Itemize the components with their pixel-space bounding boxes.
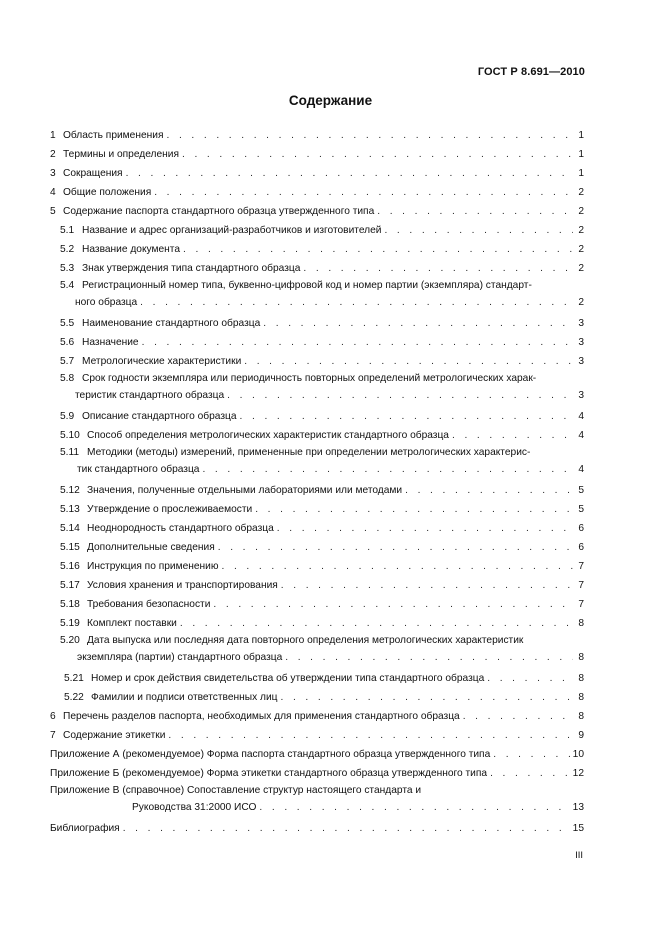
- toc-entry[interactable]: [50, 521, 584, 540]
- toc-entry-page: 4: [578, 464, 584, 475]
- toc-entry-number: 5.14: [60, 523, 80, 534]
- toc-entry-title: Термины и определения: [63, 149, 179, 160]
- toc-entry-title: Условия хранения и транспортирования: [87, 580, 278, 591]
- toc-entry[interactable]: [50, 185, 584, 204]
- toc-entry[interactable]: [50, 635, 584, 671]
- page-title: Содержание: [288, 93, 373, 108]
- toc-entry[interactable]: [50, 483, 584, 502]
- dot-leader: [285, 652, 573, 663]
- toc-entry[interactable]: [50, 354, 584, 373]
- toc-entry-title: Перечень разделов паспорта, необходимых для применения стандартного образца: [63, 711, 460, 722]
- toc-entry-number: 5.16: [60, 561, 80, 572]
- toc-entry-number: 5.7: [60, 356, 75, 367]
- toc-entry-number: 3: [50, 168, 56, 179]
- toc-entry-number: Приложение Б: [50, 768, 120, 779]
- dot-leader: [281, 580, 573, 591]
- toc-entry-page: 7: [578, 561, 584, 572]
- toc-entry-page: 2: [578, 206, 584, 217]
- table-of-contents: [50, 128, 584, 840]
- dot-leader: [180, 618, 573, 629]
- toc-entry-title-continued: тик стандартного образца: [77, 464, 200, 475]
- toc-entry-page: 8: [578, 673, 584, 684]
- toc-entry-number: 5.1: [60, 225, 75, 236]
- toc-entry[interactable]: [50, 223, 584, 242]
- dot-leader: [166, 130, 573, 141]
- toc-entry-number: 4: [50, 187, 56, 198]
- toc-entry-title: Содержание паспорта стандартного образца утвержденного типа: [63, 206, 375, 217]
- toc-entry-page: 3: [578, 390, 584, 401]
- toc-entry-number: 5.21: [64, 673, 84, 684]
- toc-entry-number: 5.11: [60, 447, 80, 458]
- document-code: ГОСТ Р 8.691—2010: [477, 66, 585, 78]
- toc-entry-number: 5.2: [60, 244, 75, 255]
- toc-entry[interactable]: [50, 261, 584, 280]
- toc-entry-page: 3: [578, 337, 584, 348]
- toc-entry-page: 4: [578, 430, 584, 441]
- toc-entry-title: (рекомендуемое) Форма паспорта стандартного образца утвержденного типа: [122, 749, 491, 760]
- toc-entry-title: Наименование стандартного образца: [82, 318, 261, 329]
- toc-entry-title: Утверждение о прослеживаемости: [87, 504, 253, 515]
- toc-entry-number: 5.20: [60, 635, 80, 646]
- toc-entry[interactable]: [50, 671, 584, 690]
- dot-leader: [255, 504, 573, 515]
- dot-leader: [303, 263, 573, 274]
- toc-entry[interactable]: [50, 373, 584, 409]
- toc-entry[interactable]: [50, 447, 584, 483]
- toc-entry[interactable]: [50, 502, 584, 521]
- toc-entry-number: 5.8: [60, 373, 75, 384]
- dot-leader: [384, 225, 573, 236]
- toc-entry-page: 2: [578, 297, 584, 308]
- toc-entry-page: 2: [578, 187, 584, 198]
- toc-entry-page: 7: [578, 580, 584, 591]
- dot-leader: [259, 802, 569, 813]
- toc-entry-page: 2: [578, 225, 584, 236]
- toc-entry-number: 6: [50, 711, 56, 722]
- toc-entry-title: Дополнительные сведения: [87, 542, 215, 553]
- toc-entry[interactable]: [50, 204, 584, 223]
- toc-entry-page: 10: [572, 749, 584, 760]
- dot-leader: [405, 485, 573, 496]
- dot-leader: [452, 430, 573, 441]
- toc-entry-title: Способ определения метрологических характеристик стандартного образца: [87, 430, 449, 441]
- toc-entry-title: Сокращения: [63, 168, 123, 179]
- toc-entry-title: Неоднородность стандартного образца: [87, 523, 274, 534]
- toc-entry-title: Метрологические характеристики: [82, 356, 242, 367]
- toc-entry-title: Номер и срок действия свидетельства об утверждении типа стандартного образца: [91, 673, 485, 684]
- toc-entry-page: 2: [578, 263, 584, 274]
- toc-entry-title: (рекомендуемое) Форма этикетки стандартного образца утвержденного типа: [122, 768, 488, 779]
- toc-entry[interactable]: [50, 428, 584, 447]
- toc-entry-title: Название документа: [82, 244, 181, 255]
- dot-leader: [154, 187, 573, 198]
- toc-entry[interactable]: [50, 147, 584, 166]
- toc-entry-number: 5.18: [60, 599, 80, 610]
- toc-entry-title: Область применения: [63, 130, 164, 141]
- dot-leader: [140, 297, 573, 308]
- toc-entry-title: Назначение: [82, 337, 139, 348]
- toc-entry-title: Методики (методы) измерений, примененные при определении метрологических характерис-: [87, 447, 531, 458]
- toc-entry-page: 1: [578, 149, 584, 160]
- toc-entry-page: 15: [572, 823, 584, 834]
- toc-entry-page: 13: [572, 802, 584, 813]
- dot-leader: [126, 168, 573, 179]
- toc-entry-page: 1: [578, 130, 584, 141]
- dot-leader: [263, 318, 573, 329]
- dot-leader: [463, 711, 573, 722]
- toc-entry[interactable]: [50, 166, 584, 185]
- toc-entry-page: 6: [578, 542, 584, 553]
- dot-leader: [213, 599, 573, 610]
- toc-entry[interactable]: [50, 728, 584, 747]
- toc-entry-number: 5.9: [60, 411, 75, 422]
- toc-entry-title: Знак утверждения типа стандартного образца: [82, 263, 301, 274]
- toc-entry-title: Название и адрес организаций-разработчиков и изготовителей: [82, 225, 382, 236]
- toc-entry-number: Приложение В: [50, 785, 120, 796]
- toc-entry-page: 5: [578, 485, 584, 496]
- toc-entry[interactable]: [50, 540, 584, 559]
- toc-entry-title: Библиография: [50, 823, 120, 834]
- toc-entry-title: (справочное) Сопоставление структур настоящего стандарта и: [122, 785, 422, 796]
- toc-entry-number: 5.3: [60, 263, 75, 274]
- toc-entry[interactable]: [50, 242, 584, 261]
- toc-entry-number: Приложение А: [50, 749, 120, 760]
- toc-entry[interactable]: [50, 559, 584, 578]
- toc-entry-title: Срок годности экземпляра или периодичность повторных определений метрологических харак-: [82, 373, 537, 384]
- toc-entry-title-continued: экземпляра (партии) стандартного образца: [77, 652, 283, 663]
- toc-entry-number: 5.4: [60, 280, 75, 291]
- toc-entry-title: Требования безопасности: [87, 599, 211, 610]
- dot-leader: [377, 206, 573, 217]
- toc-entry-number: 5.10: [60, 430, 80, 441]
- toc-entry[interactable]: [50, 280, 584, 316]
- toc-entry-title: Регистрационный номер типа, буквенно-цифровой код и номер партии (экземпляра) стандарт-: [82, 280, 532, 291]
- toc-entry-page: 8: [578, 652, 584, 663]
- toc-entry-page: 3: [578, 356, 584, 367]
- dot-leader: [277, 523, 573, 534]
- toc-entry[interactable]: [50, 128, 584, 147]
- toc-entry-number: 5.19: [60, 618, 80, 629]
- dot-leader: [244, 356, 573, 367]
- toc-entry-page: 8: [578, 692, 584, 703]
- toc-entry-number: 1: [50, 130, 56, 141]
- toc-entry-number: 5.5: [60, 318, 75, 329]
- dot-leader: [183, 244, 573, 255]
- dot-leader: [123, 823, 570, 834]
- dot-leader: [182, 149, 573, 160]
- toc-entry-number: 5: [50, 206, 56, 217]
- toc-entry-page: 2: [578, 244, 584, 255]
- toc-entry-number: 5.6: [60, 337, 75, 348]
- toc-entry-title: Фамилии и подписи ответственных лиц: [91, 692, 278, 703]
- toc-entry-page: 12: [572, 768, 584, 779]
- dot-leader: [490, 768, 570, 779]
- toc-entry-page: 7: [578, 599, 584, 610]
- dot-leader: [227, 390, 573, 401]
- dot-leader: [202, 464, 573, 475]
- toc-entry[interactable]: [50, 709, 584, 728]
- toc-entry-title: Инструкция по применению: [87, 561, 219, 572]
- toc-entry-page: 1: [578, 168, 584, 179]
- toc-entry-page: 9: [578, 730, 584, 741]
- toc-entry[interactable]: [50, 409, 584, 428]
- toc-entry-page: 4: [578, 411, 584, 422]
- toc-entry[interactable]: [50, 578, 584, 597]
- toc-entry-title-continued: теристик стандартного образца: [75, 390, 225, 401]
- toc-entry-title: Описание стандартного образца: [82, 411, 237, 422]
- toc-entry-number: 5.13: [60, 504, 80, 515]
- toc-entry-number: 5.17: [60, 580, 80, 591]
- toc-entry-title: Общие положения: [63, 187, 152, 198]
- toc-entry-number: 5.22: [64, 692, 84, 703]
- toc-entry-number: 7: [50, 730, 56, 741]
- dot-leader: [142, 337, 573, 348]
- toc-entry[interactable]: [50, 597, 584, 616]
- toc-entry[interactable]: [50, 690, 584, 709]
- toc-entry-title: Значения, полученные отдельными лабораториями или методами: [87, 485, 403, 496]
- toc-entry[interactable]: [50, 821, 584, 840]
- toc-entry-page: 3: [578, 318, 584, 329]
- page-number: III: [575, 850, 583, 861]
- toc-entry-title: Дата выпуска или последняя дата повторного определения метрологических характеристик: [87, 635, 524, 646]
- dot-leader: [218, 542, 573, 553]
- dot-leader: [168, 730, 573, 741]
- toc-entry-title: Содержание этикетки: [63, 730, 166, 741]
- toc-entry-title-continued: Руководства 31:2000 ИСО: [132, 802, 257, 813]
- toc-entry-page: 8: [578, 711, 584, 722]
- dot-leader: [240, 411, 573, 422]
- toc-entry-number: 2: [50, 149, 56, 160]
- toc-entry-page: 8: [578, 618, 584, 629]
- toc-entry[interactable]: [50, 766, 584, 785]
- dot-leader: [280, 692, 573, 703]
- dot-leader: [487, 673, 573, 684]
- toc-entry-number: 5.15: [60, 542, 80, 553]
- toc-entry[interactable]: [50, 616, 584, 635]
- toc-entry-page: 6: [578, 523, 584, 534]
- toc-entry-title-continued: ного образца: [75, 297, 138, 308]
- toc-entry-number: 5.12: [60, 485, 80, 496]
- dot-leader: [493, 749, 569, 760]
- toc-entry[interactable]: [50, 785, 584, 821]
- toc-entry-title: Комплект поставки: [87, 618, 177, 629]
- toc-entry[interactable]: [50, 747, 584, 766]
- toc-entry[interactable]: [50, 316, 584, 335]
- toc-entry[interactable]: [50, 335, 584, 354]
- dot-leader: [222, 561, 574, 572]
- toc-entry-page: 5: [578, 504, 584, 515]
